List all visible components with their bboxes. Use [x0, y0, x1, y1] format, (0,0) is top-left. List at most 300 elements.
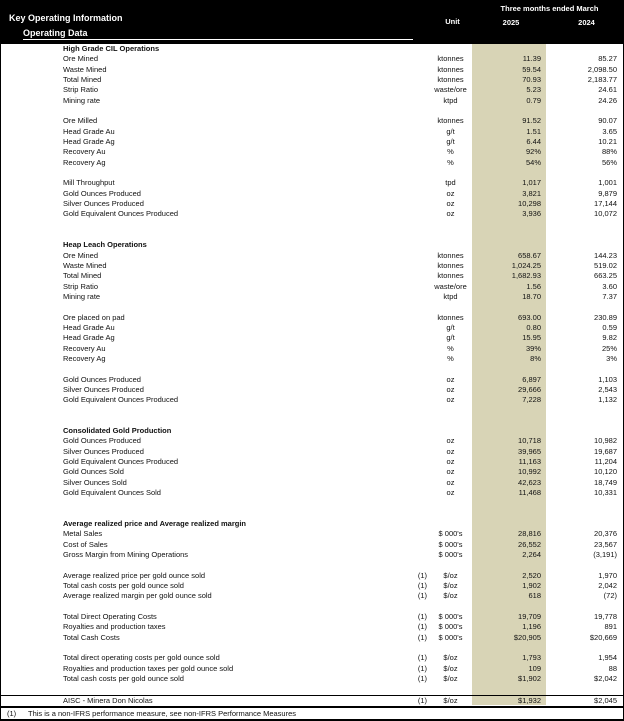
- footnote-marker-cell: [399, 550, 429, 560]
- row-label: [1, 220, 399, 230]
- unit-cell: %: [447, 157, 454, 167]
- row-label: Ore Milled: [63, 116, 98, 126]
- footnote-marker-cell: (1): [417, 695, 427, 705]
- value-2024-cell: 88: [608, 663, 617, 673]
- spacer-row: [1, 643, 623, 653]
- row-label: Waste Mined: [63, 64, 107, 74]
- row-label: Total Mined: [63, 271, 102, 281]
- row-label: Gold Ounces Sold: [63, 467, 124, 477]
- table-row: [1, 529, 623, 539]
- value-2024-cell: $2,042: [594, 674, 617, 684]
- table-row: [1, 385, 623, 395]
- value-2025-cell: 28,816: [472, 529, 546, 539]
- value-2024-cell: [546, 302, 623, 312]
- value-2024-cell: 25%: [601, 343, 617, 353]
- unit-cell: oz: [446, 446, 455, 456]
- footnote-marker-cell: [399, 251, 429, 261]
- footnote-marker-cell: (1): [417, 653, 427, 663]
- row-label: Head Grade Ag: [63, 333, 115, 343]
- row-label: Recovery Ag: [63, 157, 106, 167]
- unit-cell: ktonnes: [437, 74, 464, 84]
- value-2024-cell: 2,042: [598, 581, 617, 591]
- unit-cell: %: [447, 147, 454, 157]
- value-2025-cell: 1.51: [472, 127, 546, 137]
- value-2024-cell: 10,072: [594, 209, 617, 219]
- footnote-marker-cell: [399, 602, 429, 612]
- row-label: Strip Ratio: [63, 85, 99, 95]
- value-2025-cell: [472, 240, 546, 250]
- spacer-row: [1, 509, 623, 519]
- footnote-marker-cell: (1): [417, 674, 427, 684]
- footnote-marker-cell: [399, 416, 429, 426]
- row-label: Gold Equivalent Ounces Produced: [63, 209, 179, 219]
- value-2025-cell: 658.67: [472, 251, 546, 261]
- spacer-row: [1, 220, 623, 230]
- value-2025-cell: 3,821: [472, 189, 546, 199]
- value-2024-cell: 17,144: [594, 198, 617, 208]
- value-2025-cell: [472, 220, 546, 230]
- value-2024-cell: [546, 44, 623, 54]
- unit-cell: ktonnes: [437, 116, 464, 126]
- table-row: [1, 540, 623, 550]
- table-row: [1, 209, 623, 219]
- table-row: [1, 354, 623, 364]
- value-2025-cell: 11,163: [472, 457, 546, 467]
- row-label: Cost of Sales: [63, 539, 108, 549]
- table-row: [1, 581, 623, 591]
- row-label: [1, 106, 399, 116]
- table-row: [1, 282, 623, 292]
- footnote-text: This is a non-IFRS performance measure, see non-IFRS Performance Measures: [28, 709, 297, 718]
- row-label: Mining rate: [63, 95, 101, 105]
- row-label: Recovery Ag: [63, 353, 106, 363]
- unit-cell: $/oz: [443, 674, 458, 684]
- value-2025-cell: [472, 364, 546, 374]
- unit-cell: g/t: [446, 322, 455, 332]
- period-column-header: Three months ended March: [500, 4, 599, 13]
- value-2025-cell: 70.93: [472, 75, 546, 85]
- footnote-marker-cell: (1): [417, 570, 427, 580]
- value-2024-cell: 19,687: [594, 446, 617, 456]
- table-row: [1, 674, 623, 684]
- unit-cell: oz: [446, 488, 455, 498]
- value-2024-cell: 230.89: [594, 312, 617, 322]
- value-2025-cell: 618: [472, 591, 546, 601]
- unit-cell: $/oz: [443, 591, 458, 601]
- row-label: Average realized margin per gold ounce sold: [63, 591, 212, 601]
- unit-cell: $ 000's: [438, 622, 463, 632]
- row-label: Ore Mined: [63, 250, 99, 260]
- footnote-marker-cell: [399, 189, 429, 199]
- value-2025-cell: 3,936: [472, 209, 546, 219]
- value-2025-cell: [472, 426, 546, 436]
- table-row: [1, 189, 623, 199]
- row-label: Total cash costs per gold ounce sold: [63, 581, 184, 591]
- unit-cell: [429, 602, 472, 612]
- table-row: [1, 127, 623, 137]
- value-2025-cell: 54%: [472, 158, 546, 168]
- row-label: Total Cash Costs: [63, 632, 120, 642]
- spacer-row: [1, 106, 623, 116]
- value-2025-cell: 1,902: [472, 581, 546, 591]
- value-2025-cell: 0.80: [472, 323, 546, 333]
- unit-cell: [429, 230, 472, 240]
- unit-cell: ktpd: [443, 95, 458, 105]
- table-row: [1, 333, 623, 343]
- value-2025-cell: [472, 602, 546, 612]
- value-2025-cell: 18.70: [472, 292, 546, 302]
- value-2024-cell: 519.02: [594, 260, 617, 270]
- row-label: Heap Leach Operations: [63, 240, 147, 250]
- table-row: [1, 313, 623, 323]
- spacer-row: [1, 230, 623, 240]
- unit-cell: g/t: [446, 126, 455, 136]
- unit-column-header: Unit: [445, 17, 460, 26]
- unit-cell: g/t: [446, 333, 455, 343]
- row-label: Royalties and production taxes per gold ounce sold: [63, 663, 234, 673]
- row-label: Head Grade Au: [63, 126, 115, 136]
- row-label: Silver Ounces Produced: [63, 198, 144, 208]
- value-2024-cell: 10,982: [594, 436, 617, 446]
- table-row: [1, 695, 623, 705]
- row-label: Strip Ratio: [63, 281, 99, 291]
- table-row: [1, 457, 623, 467]
- table-row: [1, 375, 623, 385]
- unit-cell: oz: [446, 198, 455, 208]
- spacer-row: [1, 416, 623, 426]
- footnote-marker-cell: [399, 478, 429, 488]
- value-2024-cell: 88%: [601, 147, 617, 157]
- value-2025-cell: 92%: [472, 147, 546, 157]
- value-2025-cell: 10,992: [472, 467, 546, 477]
- row-label: [1, 560, 399, 570]
- row-label: Ore Mined: [63, 54, 99, 64]
- unit-cell: g/t: [446, 136, 455, 146]
- unit-cell: $/oz: [443, 663, 458, 673]
- row-label: Total direct operating costs per gold ounce sold: [63, 653, 220, 663]
- value-2025-cell: [472, 44, 546, 54]
- section-header-row: [1, 519, 623, 529]
- footnote-row: [1, 706, 623, 721]
- row-label: Metal Sales: [63, 529, 103, 539]
- unit-cell: [429, 168, 472, 178]
- unit-cell: $/oz: [443, 570, 458, 580]
- row-label: Silver Ounces Produced: [63, 446, 144, 456]
- row-label: Consolidated Gold Production: [63, 426, 172, 436]
- unit-cell: [429, 44, 472, 54]
- unit-cell: ktonnes: [437, 54, 464, 64]
- row-label: [1, 302, 399, 312]
- value-2024-cell: 1,001: [598, 178, 617, 188]
- value-2024-cell: 3.65: [602, 126, 617, 136]
- row-label: Silver Ounces Produced: [63, 384, 144, 394]
- row-label: Recovery Au: [63, 343, 106, 353]
- table-row: [1, 550, 623, 560]
- footnote-marker-cell: [399, 240, 429, 250]
- table-row: [1, 147, 623, 157]
- year-2024-column-header: 2024: [578, 18, 595, 27]
- value-2025-cell: 11,468: [472, 488, 546, 498]
- unit-cell: [429, 416, 472, 426]
- value-2024-cell: 19,778: [594, 612, 617, 622]
- value-2025-cell: [472, 684, 546, 694]
- unit-cell: $ 000's: [438, 539, 463, 549]
- value-2024-cell: 0.59: [602, 322, 617, 332]
- footnote-marker-cell: [399, 65, 429, 75]
- unit-cell: [429, 302, 472, 312]
- value-2025-cell: [472, 106, 546, 116]
- footnote-marker-cell: (1): [417, 591, 427, 601]
- unit-cell: [429, 405, 472, 415]
- section-header-row: [1, 426, 623, 436]
- value-2024-cell: 24.26: [598, 95, 617, 105]
- footnote-marker-cell: [399, 385, 429, 395]
- value-2024-cell: [546, 405, 623, 415]
- value-2024-cell: 1,103: [598, 374, 617, 384]
- footnote-marker-cell: [399, 96, 429, 106]
- table-row: [1, 199, 623, 209]
- footnote-marker-cell: [399, 178, 429, 188]
- footnote-marker-cell: [399, 158, 429, 168]
- row-label: Silver Ounces Sold: [63, 477, 127, 487]
- unit-cell: oz: [446, 457, 455, 467]
- value-2024-cell: 18,749: [594, 477, 617, 487]
- value-2025-cell: $1,902: [472, 674, 546, 684]
- value-2025-cell: 7,228: [472, 395, 546, 405]
- value-2024-cell: 10,120: [594, 467, 617, 477]
- footnote-marker-cell: [399, 354, 429, 364]
- value-2024-cell: 2,098.50: [587, 64, 617, 74]
- unit-cell: %: [447, 353, 454, 363]
- footnote-marker-cell: [399, 220, 429, 230]
- unit-cell: waste/ore: [434, 85, 467, 95]
- table-row: [1, 261, 623, 271]
- unit-cell: [429, 364, 472, 374]
- footnote-marker-cell: [399, 302, 429, 312]
- unit-cell: oz: [446, 374, 455, 384]
- spacer-row: [1, 364, 623, 374]
- value-2024-cell: 2,183.77: [587, 74, 617, 84]
- unit-cell: oz: [446, 477, 455, 487]
- value-2025-cell: 1,196: [472, 622, 546, 632]
- value-2024-cell: [546, 498, 623, 508]
- value-2024-cell: [546, 230, 623, 240]
- unit-cell: $/oz: [443, 581, 458, 591]
- spacer-row: [1, 498, 623, 508]
- value-2025-cell: 2,264: [472, 550, 546, 560]
- unit-cell: oz: [446, 188, 455, 198]
- value-2025-cell: 1,024.25: [472, 261, 546, 271]
- row-label: Average realized price per gold ounce sold: [63, 570, 206, 580]
- table-row: [1, 251, 623, 261]
- footnote-marker-cell: [399, 127, 429, 137]
- footnote-marker-cell: [399, 75, 429, 85]
- value-2024-cell: 24.61: [598, 85, 617, 95]
- row-label: Total cash costs per gold ounce sold: [63, 674, 184, 684]
- table-row: [1, 571, 623, 581]
- footnote-marker-cell: [399, 560, 429, 570]
- footnote-marker-cell: [399, 375, 429, 385]
- year-2025-column-header: 2025: [502, 18, 520, 27]
- unit-cell: [429, 106, 472, 116]
- section-header-row: [1, 44, 623, 54]
- value-2025-cell: 693.00: [472, 313, 546, 323]
- row-label: Gold Ounces Produced: [63, 436, 141, 446]
- footnote-marker-cell: [399, 364, 429, 374]
- value-2025-cell: 29,666: [472, 385, 546, 395]
- value-2024-cell: 3%: [606, 353, 617, 363]
- table-row: [1, 612, 623, 622]
- value-2024-cell: 3.60: [602, 281, 617, 291]
- row-label: [1, 230, 399, 240]
- unit-cell: ktonnes: [437, 250, 464, 260]
- value-2024-cell: [546, 684, 623, 694]
- table-row: [1, 633, 623, 643]
- value-2025-cell: [472, 416, 546, 426]
- value-2025-cell: [472, 302, 546, 312]
- table-row: [1, 395, 623, 405]
- row-label: Royalties and production taxes: [63, 622, 166, 632]
- value-2025-cell: 1,017: [472, 178, 546, 188]
- unit-cell: [429, 643, 472, 653]
- unit-cell: waste/ore: [434, 281, 467, 291]
- value-2025-cell: 1,682.93: [472, 271, 546, 281]
- value-2025-cell: [472, 498, 546, 508]
- row-label: Total Direct Operating Costs: [63, 612, 157, 622]
- value-2024-cell: 20,376: [594, 529, 617, 539]
- footnote-marker-cell: [399, 509, 429, 519]
- footnote-marker-cell: [399, 684, 429, 694]
- value-2025-cell: 109: [472, 664, 546, 674]
- value-2025-cell: 59.54: [472, 65, 546, 75]
- footnote-marker-cell: [399, 333, 429, 343]
- value-2025-cell: 2,520: [472, 571, 546, 581]
- table-row: [1, 344, 623, 354]
- unit-cell: [429, 498, 472, 508]
- page-title: Key Operating Information: [9, 13, 123, 23]
- footnote-marker-cell: (1): [417, 581, 427, 591]
- footnote-marker-cell: [399, 209, 429, 219]
- footnote-marker-cell: [399, 147, 429, 157]
- row-label: Gold Equivalent Ounces Sold: [63, 488, 161, 498]
- value-2024-cell: $2,045: [594, 695, 617, 705]
- unit-cell: $ 000's: [438, 529, 463, 539]
- unit-cell: [429, 240, 472, 250]
- footnote-marker-cell: [399, 137, 429, 147]
- page-subtitle: Operating Data: [23, 28, 413, 40]
- row-label: [1, 416, 399, 426]
- value-2025-cell: $20,905: [472, 633, 546, 643]
- value-2025-cell: 1,793: [472, 653, 546, 663]
- unit-cell: tpd: [445, 178, 456, 188]
- footnote-marker-cell: [399, 282, 429, 292]
- footnote-marker-cell: [399, 313, 429, 323]
- unit-cell: [429, 519, 472, 529]
- footnote-marker-cell: [399, 643, 429, 653]
- value-2025-cell: 11.39: [472, 54, 546, 64]
- value-2024-cell: 10.21: [598, 136, 617, 146]
- unit-cell: ktonnes: [437, 260, 464, 270]
- footnote-marker-cell: [399, 116, 429, 126]
- value-2025-cell: [472, 168, 546, 178]
- table-row: [1, 271, 623, 281]
- footnote-marker-cell: [399, 447, 429, 457]
- value-2025-cell: 15.95: [472, 333, 546, 343]
- table-row: [1, 467, 623, 477]
- value-2024-cell: 144.23: [594, 250, 617, 260]
- table-row: [1, 96, 623, 106]
- footnote-marker-cell: [399, 540, 429, 550]
- report-header: [1, 0, 623, 44]
- value-2024-cell: [546, 364, 623, 374]
- table-row: [1, 447, 623, 457]
- table-row: [1, 591, 623, 601]
- row-label: Waste Mined: [63, 260, 107, 270]
- value-2024-cell: [546, 560, 623, 570]
- unit-cell: [429, 684, 472, 694]
- table-row: [1, 478, 623, 488]
- row-label: [1, 405, 399, 415]
- value-2024-cell: (3,191): [593, 550, 617, 560]
- unit-cell: ktonnes: [437, 271, 464, 281]
- value-2024-cell: 10,331: [594, 488, 617, 498]
- footnote-marker-cell: [399, 488, 429, 498]
- row-label: Gold Equivalent Ounces Produced: [63, 395, 179, 405]
- value-2025-cell: [472, 405, 546, 415]
- value-2024-cell: 7.37: [602, 291, 617, 301]
- unit-cell: ktonnes: [437, 64, 464, 74]
- row-label: Mill Throughput: [63, 178, 115, 188]
- footnote-marker-cell: [399, 199, 429, 209]
- unit-cell: oz: [446, 467, 455, 477]
- footnote-marker-cell: [399, 426, 429, 436]
- unit-cell: [429, 560, 472, 570]
- unit-cell: ktpd: [443, 291, 458, 301]
- table-row: [1, 75, 623, 85]
- value-2025-cell: 5.23: [472, 85, 546, 95]
- value-2025-cell: 6.44: [472, 137, 546, 147]
- value-2025-cell: 10,718: [472, 436, 546, 446]
- table-row: [1, 323, 623, 333]
- value-2024-cell: 1,954: [598, 653, 617, 663]
- table-row: [1, 85, 623, 95]
- table-row: [1, 292, 623, 302]
- footnote-marker: (1): [7, 709, 17, 718]
- footnote-marker-cell: (1): [417, 632, 427, 642]
- spacer-row: [1, 405, 623, 415]
- value-2025-cell: 26,552: [472, 540, 546, 550]
- table-row: [1, 137, 623, 147]
- row-label: Gross Margin from Mining Operations: [63, 550, 189, 560]
- footnote-marker-cell: (1): [417, 622, 427, 632]
- value-2025-cell: 42,623: [472, 478, 546, 488]
- unit-cell: oz: [446, 395, 455, 405]
- value-2024-cell: [546, 426, 623, 436]
- value-2025-cell: 6,897: [472, 375, 546, 385]
- unit-cell: oz: [446, 384, 455, 394]
- value-2024-cell: 11,204: [594, 457, 617, 467]
- table-row: [1, 488, 623, 498]
- table-row: [1, 436, 623, 446]
- footnote-marker-cell: [399, 323, 429, 333]
- footnote-marker-cell: [399, 344, 429, 354]
- row-label: [1, 643, 399, 653]
- row-label: Total Mined: [63, 74, 102, 84]
- table-row: [1, 664, 623, 674]
- value-2024-cell: 1,132: [598, 395, 617, 405]
- value-2024-cell: 9.82: [602, 333, 617, 343]
- value-2024-cell: [546, 240, 623, 250]
